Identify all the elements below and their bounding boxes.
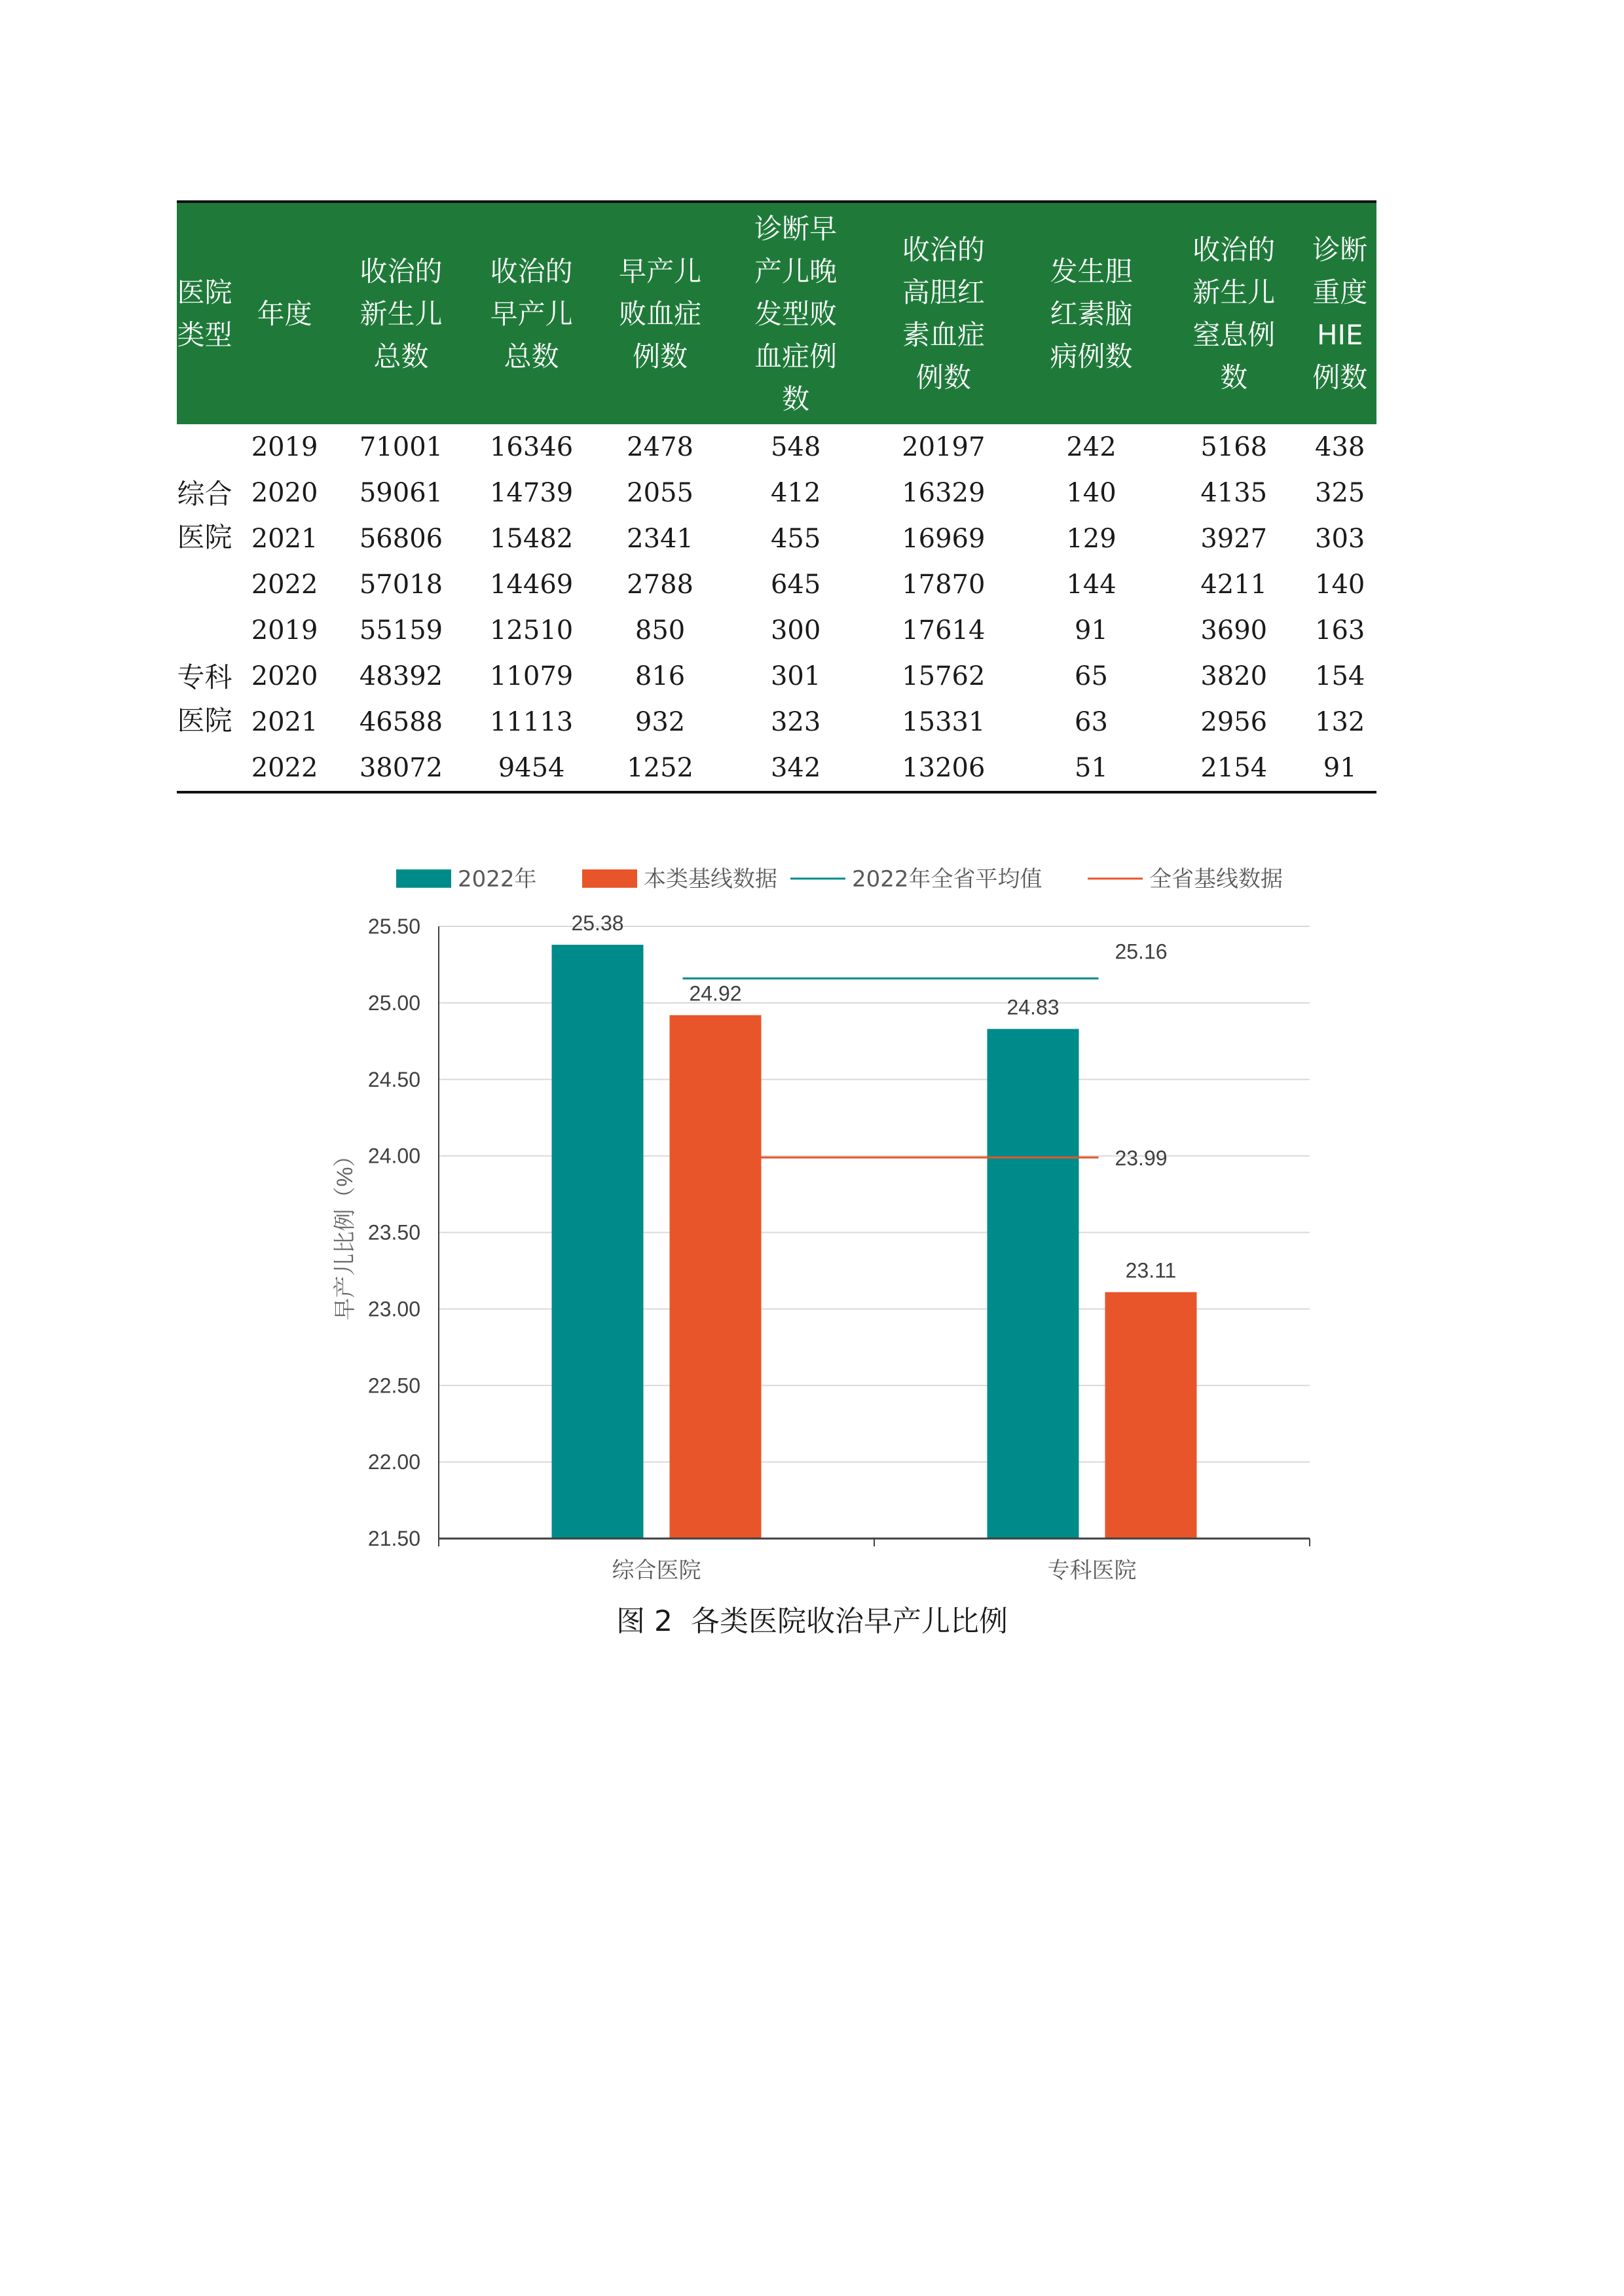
figure-caption <box>0 1597 1624 1639</box>
header-line: HIE <box>1316 319 1363 351</box>
table-cell: 301 <box>770 661 821 691</box>
bar <box>987 1029 1079 1539</box>
table-cell: 16346 <box>489 432 574 462</box>
y-tick-label: 23.50 <box>367 1220 420 1245</box>
header-cell <box>1164 202 1303 424</box>
header-line: 例数 <box>1312 361 1368 393</box>
table-cell: 4135 <box>1200 478 1268 508</box>
table-cell: 91 <box>1323 753 1357 783</box>
table-cell: 11113 <box>489 707 574 737</box>
header-line: 诊断 <box>1312 234 1368 266</box>
table-row <box>177 653 1376 699</box>
table-cell: 17870 <box>902 570 986 600</box>
legend-swatch <box>396 869 451 888</box>
table-cell: 548 <box>770 432 821 462</box>
y-tick-label: 22.50 <box>367 1374 420 1398</box>
header-line: 新生儿 <box>1192 276 1276 308</box>
header-line: 数 <box>782 382 810 415</box>
table-cell: 56806 <box>359 524 443 554</box>
table-cell: 15482 <box>489 524 574 554</box>
table-cell: 91 <box>1075 615 1108 646</box>
table-cell: 303 <box>1315 524 1365 554</box>
hospital-type-line: 综合 <box>177 478 232 510</box>
table-cell: 2478 <box>627 432 693 462</box>
table-cell: 14469 <box>489 570 574 600</box>
y-tick-label: 21.50 <box>367 1527 420 1550</box>
header-line: 收治的 <box>1192 234 1276 266</box>
table-cell: 132 <box>1315 707 1365 737</box>
header-line: 数 <box>1220 361 1248 393</box>
table-cell: 15331 <box>902 707 986 737</box>
table-cell: 16969 <box>902 524 986 554</box>
legend-label: 本类基线数据 <box>644 866 777 892</box>
table-cell: 3690 <box>1200 615 1268 646</box>
hospital-type-line: 医院 <box>177 521 232 553</box>
table-cell: 2021 <box>251 524 318 554</box>
table-cell: 59061 <box>359 478 443 508</box>
table-cell: 71001 <box>359 432 443 462</box>
table-cell: 144 <box>1066 570 1116 600</box>
table-cell: 14739 <box>489 478 574 508</box>
table-cell: 2956 <box>1200 707 1268 737</box>
table-body <box>177 424 1376 792</box>
y-tick-label: 22.00 <box>367 1450 420 1474</box>
header-cell <box>598 202 723 424</box>
table-cell: 438 <box>1315 432 1365 462</box>
bar-value-label: 25.38 <box>571 911 624 936</box>
table-cell: 2019 <box>251 615 318 646</box>
table-cell: 163 <box>1315 615 1365 646</box>
header-line: 血症例 <box>754 340 838 373</box>
table-cell: 140 <box>1066 478 1116 508</box>
header-line: 收治的 <box>490 255 573 287</box>
hospital-type-line: 专科 <box>177 661 232 693</box>
table-cell: 48392 <box>359 661 443 691</box>
table-cell: 20197 <box>902 432 986 462</box>
bar-value-label: 24.83 <box>1006 995 1060 1019</box>
bar <box>670 1015 762 1539</box>
table-cell: 2020 <box>251 478 318 508</box>
bar-chart <box>314 838 1336 1584</box>
table-row <box>177 516 1376 562</box>
hospital-type-cell <box>177 424 232 608</box>
table-cell: 300 <box>770 615 821 646</box>
table-cell: 57018 <box>359 570 443 600</box>
table-cell: 12510 <box>489 615 574 646</box>
table-cell: 2019 <box>251 432 318 462</box>
table-cell: 46588 <box>359 707 443 737</box>
header-line: 病例数 <box>1050 340 1133 373</box>
legend-label: 2022年全省平均值 <box>852 866 1043 892</box>
header-line: 早产儿 <box>490 297 573 330</box>
y-tick-label: 24.00 <box>367 1144 420 1168</box>
table-cell: 55159 <box>359 615 443 646</box>
header-line: 例数 <box>633 340 688 373</box>
table-cell: 3820 <box>1200 661 1268 691</box>
caption-text: 各类医院收治早产儿比例 <box>690 1605 1008 1638</box>
table-cell: 2055 <box>627 478 693 508</box>
table-cell: 850 <box>635 615 686 646</box>
table-cell: 455 <box>770 524 821 554</box>
table-cell: 51 <box>1075 753 1108 783</box>
table-cell: 932 <box>635 707 686 737</box>
table-cell: 2022 <box>251 753 318 783</box>
header-cell <box>466 202 598 424</box>
header-line: 诊断早 <box>754 212 838 245</box>
header-line: 素血症 <box>902 319 985 351</box>
header-line: 收治的 <box>902 234 985 266</box>
bar-value-label: 24.92 <box>689 981 742 1006</box>
x-axis <box>439 1539 1310 1584</box>
table-cell: 2020 <box>251 661 318 691</box>
table-cell: 2022 <box>251 570 318 600</box>
caption-number: 图 2 <box>616 1605 673 1638</box>
table-cell: 3927 <box>1200 524 1268 554</box>
legend-label: 全省基线数据 <box>1149 866 1283 892</box>
table-cell: 1252 <box>627 753 693 783</box>
header-line: 窒息例 <box>1192 319 1276 351</box>
header-line: 年度 <box>257 297 312 330</box>
chart-legend <box>396 866 1283 892</box>
table-cell: 325 <box>1315 478 1365 508</box>
header-line: 类型 <box>177 319 232 351</box>
reference-value-label: 25.16 <box>1115 939 1168 964</box>
data-table <box>177 200 1376 793</box>
bar <box>1105 1292 1197 1539</box>
header-line: 早产儿 <box>619 255 702 287</box>
header-line: 总数 <box>504 340 559 373</box>
y-axis <box>333 915 439 1550</box>
header-cell <box>232 202 337 424</box>
table-row <box>177 745 1376 792</box>
header-line: 败血症 <box>619 297 702 330</box>
header-cell <box>1018 202 1164 424</box>
table-cell: 38072 <box>359 753 443 783</box>
bar-value-label: 23.11 <box>1125 1258 1177 1283</box>
hospital-type-cell <box>177 608 232 792</box>
table-cell: 16329 <box>902 478 986 508</box>
y-axis-title: 早产儿比例（%） <box>333 1144 358 1321</box>
legend-swatch <box>582 869 637 888</box>
table-cell: 65 <box>1075 661 1108 691</box>
table-row <box>177 470 1376 516</box>
table-header-row <box>177 202 1376 424</box>
table-cell: 412 <box>770 478 821 508</box>
x-category-label: 专科医院 <box>1047 1558 1137 1584</box>
y-tick-label: 25.00 <box>367 991 420 1015</box>
table-cell: 2788 <box>627 570 693 600</box>
table-cell: 5168 <box>1200 432 1268 462</box>
table-cell: 2021 <box>251 707 318 737</box>
y-tick-label: 25.50 <box>367 915 420 938</box>
table-cell: 342 <box>770 753 821 783</box>
table-cell: 9454 <box>498 753 565 783</box>
header-cell <box>337 202 465 424</box>
header-line: 收治的 <box>360 255 443 287</box>
hospital-type-line: 医院 <box>177 704 232 737</box>
table-cell: 2341 <box>627 524 693 554</box>
header-line: 高胆红 <box>902 276 985 308</box>
table-cell: 129 <box>1066 524 1116 554</box>
header-line: 医院 <box>177 276 232 308</box>
header-cell <box>869 202 1018 424</box>
table-row <box>177 424 1376 470</box>
header-line: 新生儿 <box>360 297 443 330</box>
table-cell: 140 <box>1315 570 1365 600</box>
header-cell <box>177 202 232 424</box>
table-cell: 323 <box>770 707 821 737</box>
reference-value-label: 23.99 <box>1115 1146 1168 1170</box>
table-row <box>177 608 1376 653</box>
table-cell: 17614 <box>902 615 986 646</box>
header-cell <box>723 202 869 424</box>
table-cell: 11079 <box>489 661 574 691</box>
table-row <box>177 562 1376 608</box>
table-cell: 15762 <box>902 661 986 691</box>
header-line: 发生胆 <box>1050 255 1133 287</box>
table-cell: 645 <box>770 570 821 600</box>
x-category-label: 综合医院 <box>612 1558 701 1584</box>
header-line: 产儿晚 <box>754 255 838 287</box>
table-row <box>177 699 1376 745</box>
table-cell: 242 <box>1066 432 1116 462</box>
table-cell: 154 <box>1315 661 1365 691</box>
table-cell: 63 <box>1075 707 1108 737</box>
legend-label: 2022年 <box>458 866 537 892</box>
header-line: 重度 <box>1312 276 1368 308</box>
header-cell <box>1303 202 1376 424</box>
header-line: 发型败 <box>754 297 838 330</box>
bar <box>552 945 644 1539</box>
y-tick-label: 23.00 <box>367 1297 420 1321</box>
table-cell: 4211 <box>1200 570 1268 600</box>
table-cell: 13206 <box>902 753 986 783</box>
header-line: 红素脑 <box>1050 297 1133 330</box>
table-cell: 2154 <box>1200 753 1268 783</box>
header-line: 例数 <box>915 361 971 393</box>
table-cell: 816 <box>635 661 686 691</box>
header-line: 总数 <box>373 340 429 373</box>
chart-bars <box>552 911 1197 1539</box>
y-tick-label: 24.50 <box>367 1067 420 1091</box>
